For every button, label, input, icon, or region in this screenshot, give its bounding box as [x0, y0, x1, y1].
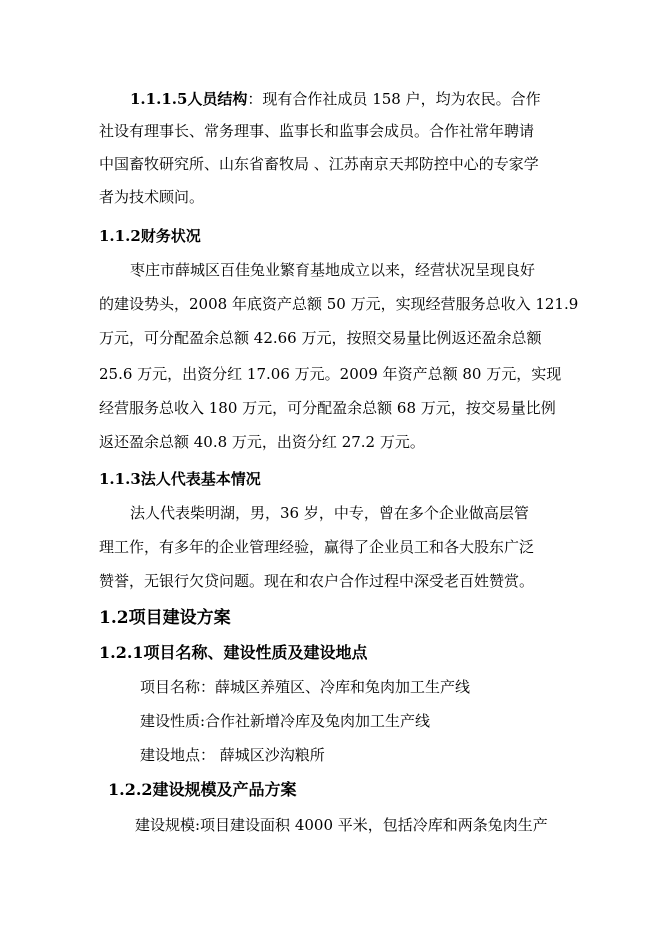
construction-nature: 建设性质:合作社新增冷库及兔肉加工生产线 — [140, 712, 431, 730]
personnel-structure-line-2: 社设有理事长、常务理事、监事长和监事会成员。合作社常年聘请 — [99, 122, 535, 140]
project-name: 项目名称：薛城区养殖区、冷库和兔肉加工生产线 — [140, 678, 471, 696]
legal-rep-line-3: 赞誉，无银行欠贷问题。现在和农户合作过程中深受老百姓赞赏。 — [99, 572, 535, 590]
personnel-structure-text: ：现有合作社成员 158 户，均为农民。合作 — [247, 90, 541, 108]
legal-rep-line-2: 理工作，有多年的企业管理经验，赢得了企业员工和各大股东广泛 — [99, 538, 535, 556]
personnel-structure-line-4: 者为技术顾问。 — [99, 188, 205, 206]
financial-status-heading: 1.1.2财务状况 — [99, 227, 201, 245]
construction-scale-line-1: 建设规模:项目建设面积 4000 平米，包括冷库和两条兔肉生产 — [135, 816, 548, 834]
construction-location: 建设地点： 薛城区沙沟粮所 — [140, 746, 325, 764]
legal-rep-line-1: 法人代表柴明湖，男，36 岁，中专，曾在多个企业做高层管 — [130, 504, 529, 522]
project-plan-heading: 1.2项目建设方案 — [99, 608, 231, 628]
financial-status-line-4: 25.6 万元，出资分红 17.06 万元。2009 年资产总额 80 万元，实现 — [99, 365, 562, 383]
financial-status-line-6: 返还盈余总额 40.8 万元，出资分红 27.2 万元。 — [99, 433, 425, 451]
personnel-structure-line-3: 中国畜牧研究所、山东省畜牧局 、江苏南京天邦防控中心的专家学 — [99, 155, 539, 173]
personnel-structure-line-1 — [130, 89, 541, 109]
project-name-nature-location-heading: 1.2.1项目名称、建设性质及建设地点 — [99, 643, 368, 662]
scale-and-products-heading: 1.2.2建设规模及产品方案 — [108, 780, 297, 799]
financial-status-line-2: 的建设势头，2008 年底资产总额 50 万元，实现经营服务总收入 121.9 — [99, 295, 579, 313]
financial-status-line-3: 万元，可分配盈余总额 42.66 万元，按照交易量比例返还盈余总额 — [99, 329, 542, 347]
financial-status-line-5: 经营服务总收入 180 万元，可分配盈余总额 68 万元，按交易量比例 — [99, 399, 556, 417]
personnel-structure-heading: 1.1.1.5人员结构 — [130, 90, 248, 108]
financial-status-line-1: 枣庄市薛城区百佳兔业繁育基地成立以来，经营状况呈现良好 — [130, 261, 536, 279]
legal-rep-heading: 1.1.3法人代表基本情况 — [99, 470, 261, 488]
